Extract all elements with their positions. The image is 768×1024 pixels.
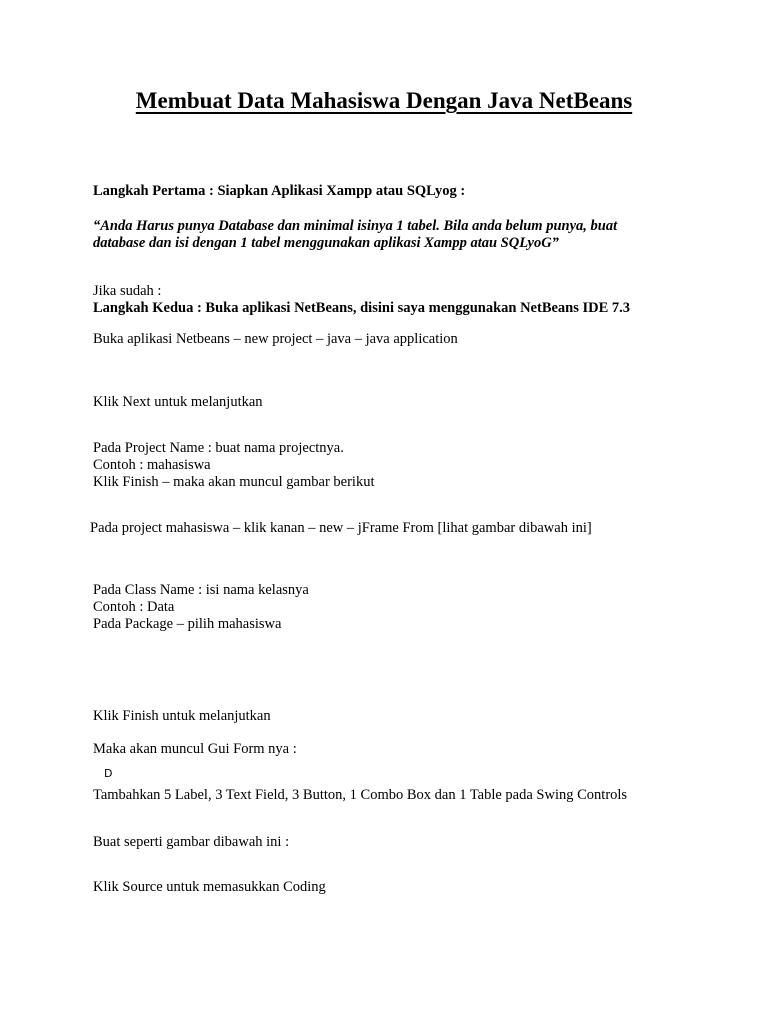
step1-heading: Langkah Pertama : Siapkan Aplikasi Xampp atau SQLyog : bbox=[93, 183, 466, 199]
quote-line-1: “Anda Harus punya Database dan minimal isinya 1 tabel. Bila anda belum punya, buat bbox=[93, 218, 618, 234]
click-finish-continue-text: Klik Finish untuk melanjutkan bbox=[93, 708, 271, 724]
example-data-text: Contoh : Data bbox=[93, 599, 175, 615]
package-text: Pada Package – pilih mahasiswa bbox=[93, 616, 282, 632]
document-title: Membuat Data Mahasiswa Dengan Java NetBeans bbox=[135, 88, 633, 113]
step2-heading: Langkah Kedua : Buka aplikasi NetBeans, disini saya menggunakan NetBeans IDE 7.3 bbox=[93, 300, 631, 316]
click-next-text: Klik Next untuk melanjutkan bbox=[93, 394, 263, 410]
if-done-text: Jika sudah : bbox=[93, 283, 162, 299]
gui-form-text: Maka akan muncul Gui Form nya : bbox=[93, 741, 297, 757]
marker-d: D bbox=[104, 767, 113, 780]
project-name-text: Pada Project Name : buat nama projectnya. bbox=[93, 440, 344, 456]
quote-line-2: database dan isi dengan 1 tabel menggunakan aplikasi Xampp atau SQLyoG” bbox=[93, 235, 559, 251]
click-source-text: Klik Source untuk memasukkan Coding bbox=[93, 879, 326, 895]
example-mahasiswa-text: Contoh : mahasiswa bbox=[93, 457, 211, 473]
add-components-text: Tambahkan 5 Label, 3 Text Field, 3 Button, 1 Combo Box dan 1 Table pada Swing Controls bbox=[93, 787, 628, 803]
project-right-click-text: Pada project mahasiswa – klik kanan – new – jFrame From [lihat gambar dibawah ini] bbox=[90, 520, 592, 536]
class-name-text: Pada Class Name : isi nama kelasnya bbox=[93, 582, 309, 598]
click-finish-image-text: Klik Finish – maka akan muncul gambar berikut bbox=[93, 474, 375, 490]
open-netbeans-text: Buka aplikasi Netbeans – new project – java – java application bbox=[93, 331, 458, 347]
make-like-image-text: Buat seperti gambar dibawah ini : bbox=[93, 834, 290, 850]
